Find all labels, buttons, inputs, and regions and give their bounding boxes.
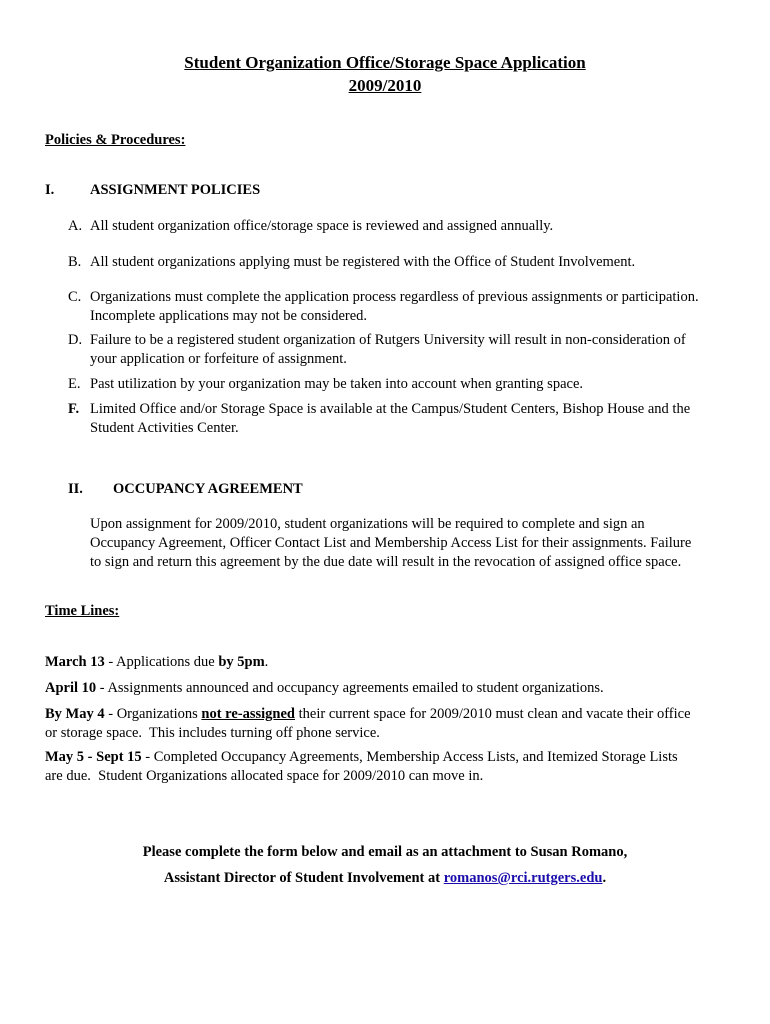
policy-text-cont: Student Activities Center.	[90, 419, 239, 436]
footer-contact	[0, 869, 770, 888]
timeline-text: Applications due	[116, 654, 219, 670]
timeline-date: April 10	[45, 680, 97, 696]
policy-text-cont: Incomplete applications may not be considered.	[90, 307, 368, 324]
timeline-end: .	[264, 654, 269, 670]
timeline-date: March 13	[45, 654, 105, 670]
page-title: Student Organization Office/Storage Space Application	[184, 53, 586, 72]
email-link[interactable]: romanos@rci.rutgers.edu	[443, 870, 603, 886]
paragraph-line: Upon assignment for 2009/2010, student organizations will be required to complete and sign an	[90, 516, 645, 532]
timeline-deadline: by 5pm	[218, 654, 265, 670]
section1-numeral: I.	[45, 182, 55, 198]
timeline-date: May 5 - Sept 15	[45, 749, 142, 765]
policies-heading: Policies & Procedures:	[45, 132, 186, 148]
timeline-sep: -	[141, 749, 154, 765]
policy-letter: F.	[68, 401, 80, 417]
timeline-text-cont: are due. Student Organizations allocated space for 2009/2010 can move in.	[45, 767, 484, 784]
policy-item	[68, 288, 748, 326]
timeline-date: By May 4	[45, 706, 105, 722]
timeline-sep: -	[96, 680, 108, 696]
policy-item	[68, 253, 748, 272]
policy-text: Limited Office and/or Storage Space is available at the Campus/Student Centers, Bishop House and the	[90, 401, 691, 417]
timeline-emphasis: not re-assigned	[201, 706, 295, 722]
policy-letter: E.	[68, 376, 81, 392]
policy-text-cont: your application or forfeiture of assignment.	[90, 350, 347, 367]
footer-period: .	[602, 870, 607, 886]
policy-item	[68, 331, 748, 369]
policy-item	[68, 400, 748, 438]
policy-item	[68, 217, 748, 236]
policy-text: Past utilization by your organization may be taken into account when granting space.	[90, 376, 583, 392]
page-subtitle-year: 2009/2010	[348, 76, 422, 95]
timeline-entry	[45, 679, 735, 698]
section2-numeral: II.	[68, 481, 83, 497]
section1-heading: ASSIGNMENT POLICIES	[90, 182, 261, 198]
policy-text: All student organization office/storage space is reviewed and assigned annually.	[90, 218, 554, 234]
policy-item	[68, 375, 748, 394]
policy-letter: B.	[68, 254, 82, 270]
timeline-text: their current space for 2009/2010 must clean and vacate their office	[295, 706, 691, 722]
timeline-text: Completed Occupancy Agreements, Membership Access Lists, and Itemized Storage Lists	[153, 749, 678, 765]
paragraph-line: Occupancy Agreement, Officer Contact List and Membership Access List for their assignments. Failure	[90, 534, 692, 551]
timeline-entry	[45, 748, 735, 786]
timeline-sep: -	[104, 706, 117, 722]
timeline-entry	[45, 653, 735, 672]
policy-text: Failure to be a registered student organization of Rutgers University will result in non-consideration of	[90, 332, 686, 348]
timeline-text-cont: or storage space. This includes turning off phone service.	[45, 724, 380, 741]
policy-letter: D.	[68, 332, 83, 348]
timelines-heading: Time Lines:	[45, 603, 120, 619]
timeline-entry	[45, 705, 735, 743]
paragraph-line: to sign and return this agreement by the due date will result in the revocation of assigned office space.	[90, 553, 682, 570]
policy-text: All student organizations applying must be registered with the Office of Student Involvement.	[90, 254, 636, 270]
timeline-text: Assignments announced and occupancy agreements emailed to student organizations.	[107, 680, 604, 696]
footer-contact-text: Assistant Director of Student Involvement at	[163, 870, 444, 886]
policy-letter: C.	[68, 289, 82, 305]
section2-heading: OCCUPANCY AGREEMENT	[113, 481, 303, 497]
policy-text: Organizations must complete the application process regardless of previous assignments or participation.	[90, 289, 699, 305]
occupancy-paragraph	[90, 515, 750, 572]
footer-instruction: Please complete the form below and email as an attachment to Susan Romano,	[142, 844, 628, 860]
timeline-text: Organizations	[116, 706, 202, 722]
policy-letter: A.	[68, 218, 83, 234]
timeline-sep: -	[104, 654, 117, 670]
